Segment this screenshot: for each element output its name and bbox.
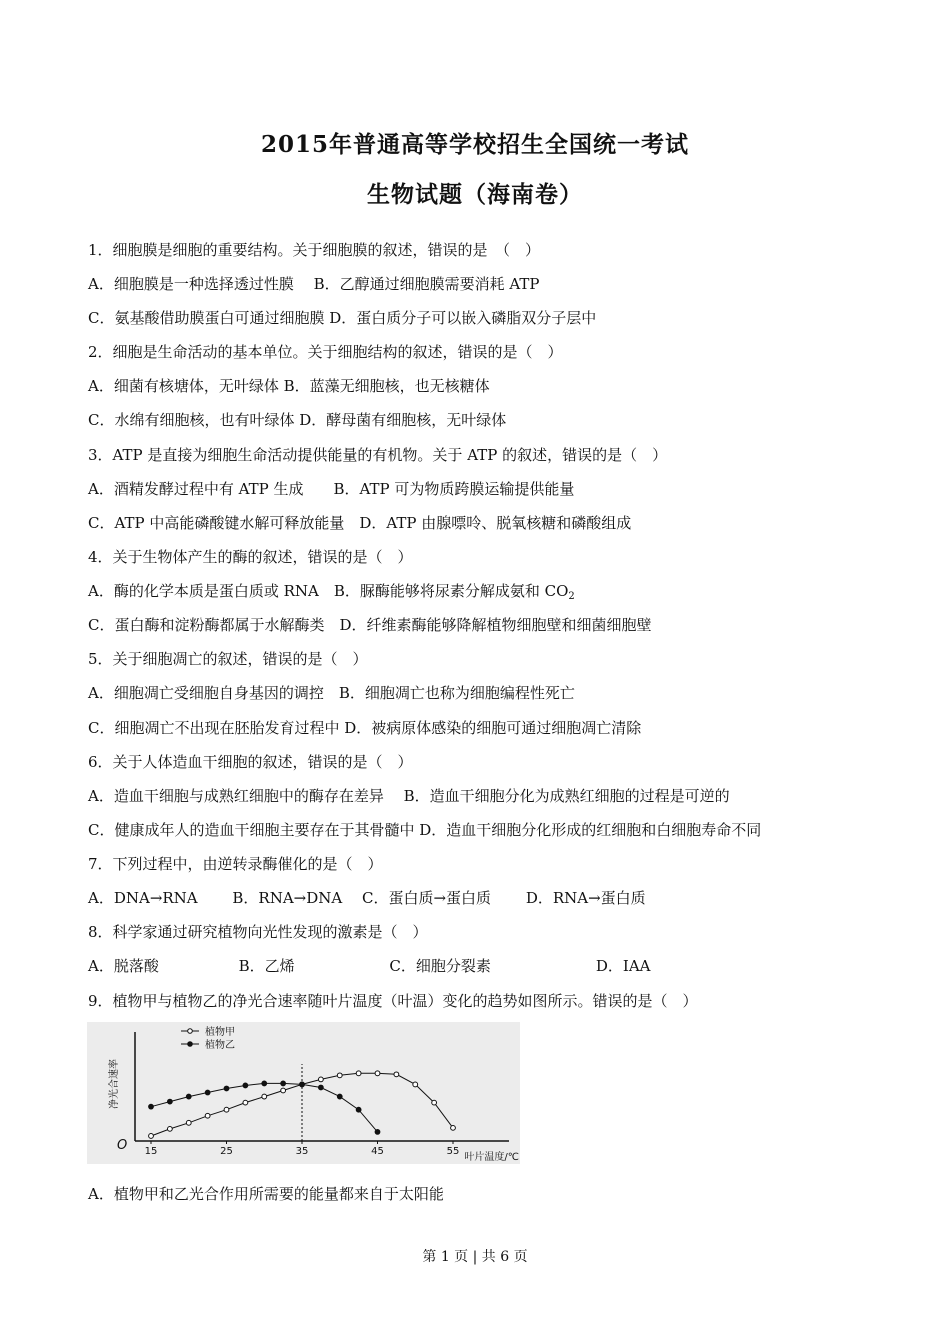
option-line: C．水绵有细胞核，也有叶绿体 D．酵母菌有细胞核，无叶绿体 <box>88 411 507 429</box>
data-point <box>432 1100 437 1105</box>
x-tick-label: 15 <box>144 1146 158 1157</box>
data-point <box>318 1077 323 1082</box>
data-point <box>318 1085 323 1090</box>
data-point <box>186 1094 191 1099</box>
question-line: 6．关于人体造血干细胞的叙述，错误的是（ ） <box>88 753 413 771</box>
option-line: A．DNA→RNA B．RNA→DNA C．蛋白质→蛋白质 D．RNA→蛋白质 <box>88 889 646 907</box>
data-point <box>167 1099 172 1104</box>
exam-title: 2015年普通高等学校招生全国统一考试 <box>260 131 689 158</box>
data-point <box>337 1094 342 1099</box>
option-text: A．酶的化学本质是蛋白质或 RNA B．脲酶能够将尿素分解成氨和 CO <box>88 582 569 600</box>
option-line: A．造血干细胞与成熟红细胞中的酶存在差异 B．造血干细胞分化为成熟红细胞的过程是可逆的 <box>88 787 730 805</box>
exam-subtitle: 生物试题（海南卷） <box>367 181 583 208</box>
data-point <box>356 1107 361 1112</box>
option-line: C．蛋白酶和淀粉酶都属于水解酶类 D．纤维素酶能够降解植物细胞壁和细菌细胞壁 <box>88 616 652 634</box>
data-point <box>224 1086 229 1091</box>
data-point <box>375 1130 380 1135</box>
x-axis-label: 叶片温度/℃ <box>464 1152 519 1163</box>
question-line: 8．科学家通过研究植物向光性发现的激素是（ ） <box>88 923 428 941</box>
data-point <box>281 1081 286 1086</box>
data-point <box>149 1134 154 1139</box>
data-point <box>224 1107 229 1112</box>
data-point <box>300 1082 305 1087</box>
x-tick-label: 55 <box>446 1146 460 1157</box>
x-tick-label: 35 <box>295 1146 309 1157</box>
legend-label: 植物甲 <box>205 1027 235 1038</box>
data-point <box>149 1104 154 1109</box>
option-line: A．细胞膜是一种选择透过性膜 B．乙醇通过细胞膜需要消耗 ATP <box>88 275 540 293</box>
data-point <box>356 1071 361 1076</box>
data-point <box>262 1081 267 1086</box>
option-line: C．氨基酸借助膜蛋白可通过细胞膜 D．蛋白质分子可以嵌入磷脂双分子层中 <box>88 309 597 327</box>
question-line: 4．关于生物体产生的酶的叙述，错误的是（ ） <box>88 548 413 566</box>
data-point <box>262 1094 267 1099</box>
option-line: C．细胞凋亡不出现在胚胎发育过程中 D．被病原体感染的细胞可通过细胞凋亡清除 <box>88 719 642 737</box>
option-line: A．细胞凋亡受细胞自身基因的调控 B．细胞凋亡也称为细胞编程性死亡 <box>88 684 575 702</box>
question-line: 3．ATP 是直接为细胞生命活动提供能量的有机物。关于 ATP 的叙述，错误的是（ ） <box>88 446 668 464</box>
x-tick-label: 45 <box>371 1146 384 1157</box>
legend-marker <box>188 1029 193 1034</box>
data-point <box>394 1072 399 1077</box>
page-footer: 第 1 页 | 共 6 页 <box>422 1249 528 1265</box>
data-point <box>451 1125 456 1130</box>
question-line: 9．植物甲与植物乙的净光合速率随叶片温度（叶温）变化的趋势如图所示。错误的是（ ） <box>88 992 698 1010</box>
temperature-chart <box>87 1022 520 1164</box>
option-line: C．ATP 中高能磷酸键水解可释放能量 D．ATP 由腺嘌呤、脱氧核糖和磷酸组成 <box>88 514 632 532</box>
data-point <box>243 1100 248 1105</box>
option-line: A．酒精发酵过程中有 ATP 生成 B．ATP 可为物质跨膜运输提供能量 <box>88 480 575 498</box>
question-line: 5．关于细胞凋亡的叙述，错误的是（ ） <box>88 650 368 668</box>
legend-label: 植物乙 <box>205 1040 235 1051</box>
data-point <box>205 1113 210 1118</box>
option-line <box>88 581 575 607</box>
origin-label: O <box>117 1138 128 1153</box>
question-line: 7．下列过程中，由逆转录酶催化的是（ ） <box>88 855 383 873</box>
chart-svg <box>87 1022 520 1164</box>
series-line <box>151 1083 378 1132</box>
data-point <box>281 1088 286 1093</box>
data-point <box>413 1082 418 1087</box>
option-line: C．健康成年人的造血干细胞主要存在于其骨髓中 D．造血干细胞分化形成的红细胞和白细胞寿命不同 <box>88 821 762 839</box>
y-axis-label: 净光合速率 <box>109 1059 120 1109</box>
data-point <box>243 1083 248 1088</box>
data-point <box>167 1126 172 1131</box>
x-tick-label: 25 <box>220 1146 233 1157</box>
data-point <box>375 1071 380 1076</box>
data-point <box>205 1090 210 1095</box>
data-point <box>186 1120 191 1125</box>
option-line: A．脱落酸 B．乙烯 C．细胞分裂素 D．IAA <box>88 957 651 975</box>
option-line: A．植物甲和乙光合作用所需要的能量都来自于太阳能 <box>88 1185 444 1203</box>
legend-marker <box>188 1042 193 1047</box>
co2-subscript: 2 <box>568 591 575 602</box>
option-line: A．细菌有核塘体，无叶绿体 B．蓝藻无细胞核，也无核糖体 <box>88 377 490 395</box>
data-point <box>337 1073 342 1078</box>
question-line: 1．细胞膜是细胞的重要结构。关于细胞膜的叙述，错误的是 （ ） <box>88 241 541 259</box>
question-line: 2．细胞是生命活动的基本单位。关于细胞结构的叙述，错误的是（ ） <box>88 343 563 361</box>
